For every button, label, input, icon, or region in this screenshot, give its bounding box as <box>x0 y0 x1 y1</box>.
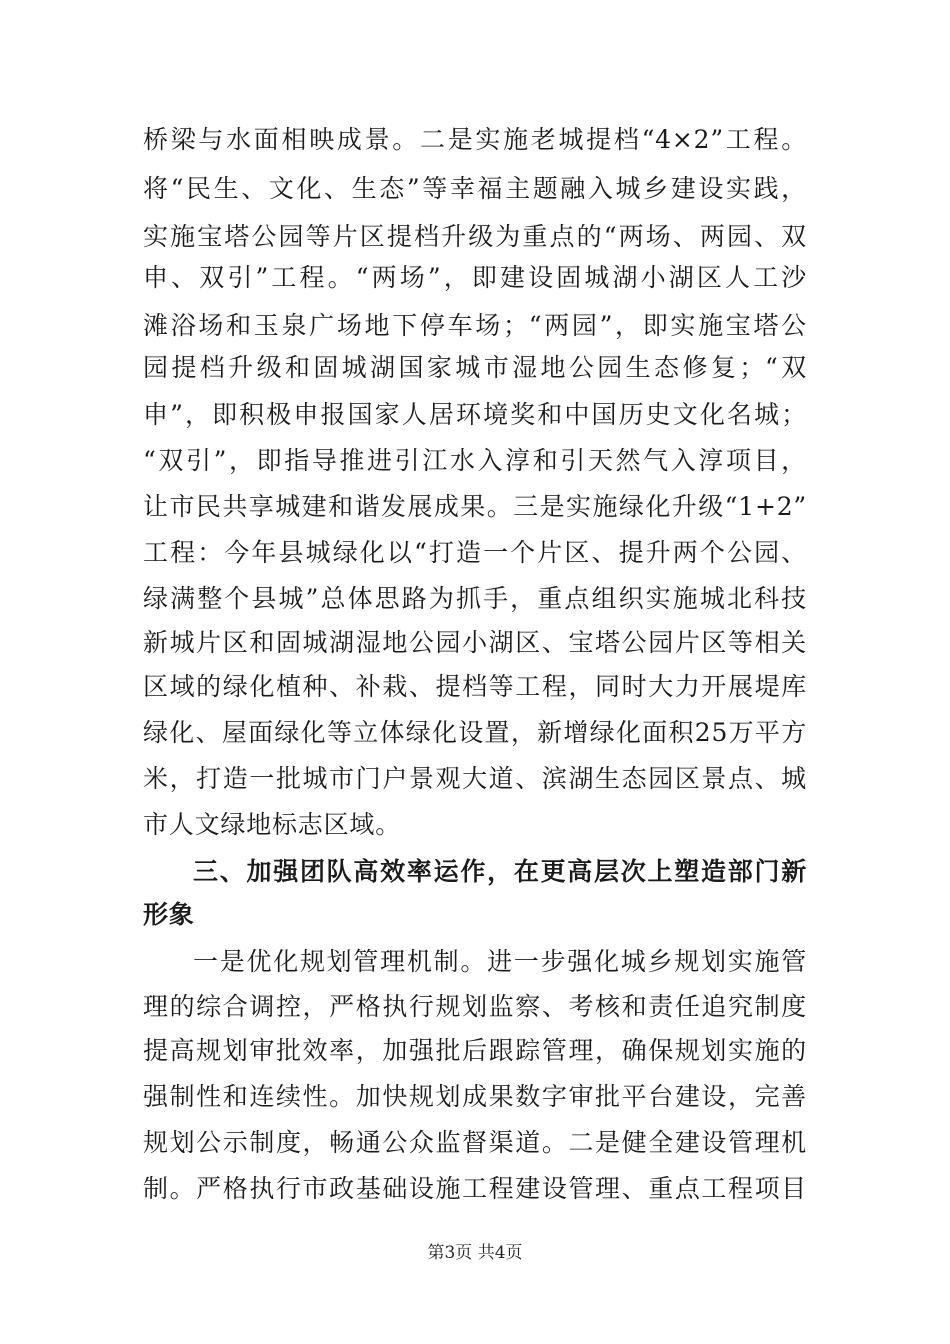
paragraph-line: 工程：今年县城绿化以“打造一个片区、提升两个公园、 <box>143 538 807 567</box>
paragraph-line: 强制性和连续性。加快规划成果数字审批平台建设，完善 <box>143 1082 807 1111</box>
paragraph-line: 申、双引”工程。“两场”，即建设固城湖小湖区人工沙 <box>143 263 807 292</box>
paragraph-line: 实施宝塔公园等片区提档升级为重点的“两场、两园、双 <box>143 222 807 251</box>
paragraph-line: 理的综合调控，严格执行规划监察、考核和责任追究制度 <box>143 992 807 1021</box>
section-heading: 三、加强团队高效率运作，在更高层次上塑造部门新 <box>193 857 807 886</box>
paragraph-line: “双引”，即指导推进引江水入淳和引天然气入淳项目， <box>143 446 807 475</box>
paragraph-line: 市人文绿地标志区域。 <box>143 810 402 839</box>
section-heading: 形象 <box>143 900 195 929</box>
paragraph-line: 让市民共享城建和谐发展成果。三是实施绿化升级“1+2” <box>143 492 807 521</box>
paragraph-line: 桥梁与水面相映成景。二是实施老城提档“4×2”工程。 <box>143 125 807 154</box>
paragraph-line: 提高规划审批效率，加强批后跟踪管理，确保规划实施的 <box>143 1036 807 1065</box>
paragraph-line: 规划公示制度，畅通公众监督渠道。二是健全建设管理机 <box>143 1128 807 1157</box>
paragraph-line: 新城片区和固城湖湿地公园小湖区、宝塔公园片区等相关 <box>143 628 807 657</box>
paragraph-line: 一是优化规划管理机制。进一步强化城乡规划实施管 <box>193 947 807 976</box>
paragraph-line: 绿满整个县城”总体思路为抓手，重点组织实施城北科技 <box>143 584 807 613</box>
paragraph-line: 园提档升级和固城湖国家城市湿地公园生态修复；“双 <box>143 353 807 382</box>
paragraph-line: 绿化、屋面绿化等立体绿化设置，新增绿化面积25万平方 <box>143 718 807 747</box>
paragraph-line: 制。严格执行市政基础设施工程建设管理、重点工程项目 <box>143 1174 807 1203</box>
paragraph-line: 区域的绿化植种、补栽、提档等工程，同时大力开展堤库 <box>143 672 807 701</box>
page-number-footer: 第3页 共4页 <box>427 1243 523 1263</box>
paragraph-line: 申”，即积极申报国家人居环境奖和中国历史文化名城； <box>143 400 807 429</box>
paragraph-line: 滩浴场和玉泉广场地下停车场；“两园”，即实施宝塔公 <box>143 311 807 340</box>
paragraph-line: 将“民生、文化、生态”等幸福主题融入城乡建设实践， <box>143 174 807 203</box>
paragraph-line: 米，打造一批城市门户景观大道、滨湖生态园区景点、城 <box>143 764 807 793</box>
